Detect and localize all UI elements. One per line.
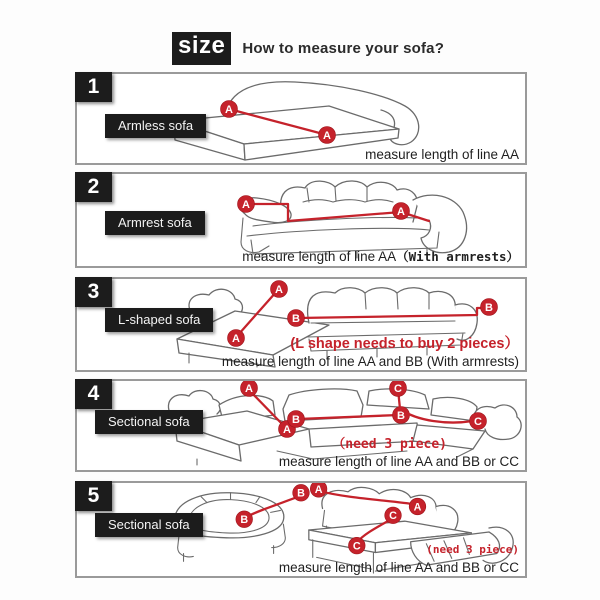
marker-b-icon: B xyxy=(292,313,300,325)
caption-armrests-note: （With armrests） xyxy=(396,249,519,264)
marker-a-icon: A xyxy=(232,333,240,345)
marker-b-icon: B xyxy=(397,410,405,422)
sofa-type-label: Sectional sofa xyxy=(95,410,203,434)
section-number: 2 xyxy=(75,172,112,202)
section-l-shaped-sofa xyxy=(75,277,527,372)
marker-a-icon: A xyxy=(397,206,405,218)
marker-a-icon: A xyxy=(275,284,283,296)
measure-instruction: measure length of line AA xyxy=(365,147,519,162)
section-sectional-sofa-set xyxy=(75,481,527,578)
marker-a-icon: A xyxy=(245,383,253,395)
marker-a-icon: A xyxy=(314,483,323,496)
marker-a-icon: A xyxy=(413,501,422,514)
sofa-type-label: Armless sofa xyxy=(105,114,206,138)
marker-a-icon: A xyxy=(242,199,250,211)
measure-instruction: measure length of line AA and BB (With armrests) xyxy=(221,354,519,369)
measure-instruction: measure length of line AA and BB or CC xyxy=(278,560,519,575)
sofa-type-label: L-shaped sofa xyxy=(105,308,213,332)
marker-c-icon: C xyxy=(474,416,482,428)
sofa-type-label: Sectional sofa xyxy=(95,513,203,537)
marker-a-icon: A xyxy=(225,104,233,116)
pieces-note: （need 3 piece) xyxy=(332,437,447,452)
section-number: 3 xyxy=(75,277,112,307)
pieces-note: (need 3 piece) xyxy=(426,543,519,556)
pieces-note: (L shape needs to buy 2 pieces） xyxy=(290,336,519,352)
size-badge: size xyxy=(172,32,231,65)
measure-instruction: measure length of line AA and BB or CC xyxy=(278,454,519,469)
sofa-type-label: Armrest sofa xyxy=(105,211,205,235)
section-armless-sofa xyxy=(75,72,527,165)
marker-c-icon: C xyxy=(352,540,361,553)
section-number: 5 xyxy=(75,481,112,511)
marker-b-icon: B xyxy=(297,487,305,500)
marker-c-icon: C xyxy=(394,383,402,395)
marker-a-icon: A xyxy=(323,130,331,142)
page-title: How to measure your sofa? xyxy=(242,40,445,57)
marker-c-icon: C xyxy=(389,510,397,523)
measure-instruction xyxy=(242,247,519,265)
caption-main: measure length of line AA xyxy=(242,249,397,264)
marker-a-icon: A xyxy=(283,424,291,436)
section-sectional-sofa-u xyxy=(75,379,527,472)
marker-b-icon: B xyxy=(240,514,249,527)
section-armrest-sofa xyxy=(75,172,527,268)
section-number: 4 xyxy=(75,379,112,409)
marker-b-icon: B xyxy=(485,302,493,314)
section-number: 1 xyxy=(75,72,112,102)
header xyxy=(172,32,444,65)
marker-b-icon: B xyxy=(292,414,300,426)
